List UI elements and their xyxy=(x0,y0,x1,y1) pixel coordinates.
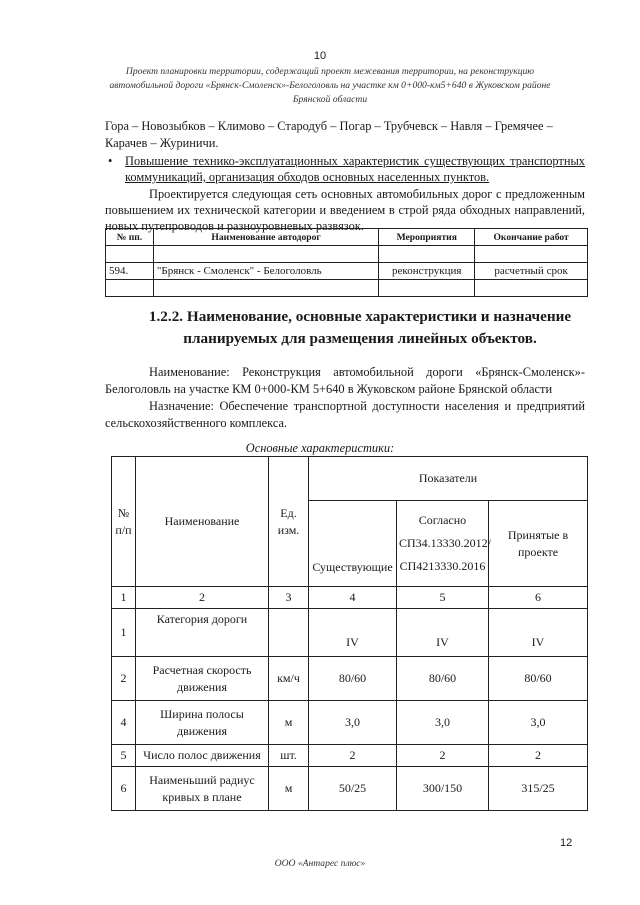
roads-header-measure: Мероприятия xyxy=(379,229,475,246)
index-cell: 1 xyxy=(112,587,136,609)
row-name: Наименьший радиус кривых в плане xyxy=(136,767,269,811)
table-row xyxy=(112,745,588,767)
row-name: Расчетная скорость движения xyxy=(136,657,269,701)
roads-cell-name: "Брянск - Смоленск" - Белоголовль xyxy=(153,263,378,280)
char-header-row-1 xyxy=(112,457,588,501)
roads-empty-row xyxy=(106,280,588,297)
char-header-norm-line-3: СП4213330.2016 xyxy=(399,559,486,573)
row-unit: км/ч xyxy=(269,657,309,701)
roads-header-deadline: Окончание работ xyxy=(475,229,588,246)
char-header-num: № п/п xyxy=(112,457,136,587)
route-line-2: Карачев – Журиничи. xyxy=(105,136,219,150)
section-title xyxy=(140,306,580,350)
row-norm: 3,0 xyxy=(397,701,489,745)
index-cell: 5 xyxy=(397,587,489,609)
roads-table xyxy=(105,228,588,297)
char-header-norm-line-1: Согласно xyxy=(418,513,467,527)
row-norm: 80/60 xyxy=(397,657,489,701)
index-cell: 4 xyxy=(309,587,397,609)
roads-header-name: Наименование автодорог xyxy=(153,229,378,246)
row-accepted: IV xyxy=(489,609,588,657)
bottom-page-number: 12 xyxy=(560,837,573,849)
row-name: Категория дороги xyxy=(136,609,269,657)
row-accepted: 2 xyxy=(489,745,588,767)
char-header-accepted: Принятые в проекте xyxy=(489,501,588,587)
row-norm: IV xyxy=(397,609,489,657)
row-accepted: 80/60 xyxy=(489,657,588,701)
row-existing: 50/25 xyxy=(309,767,397,811)
network-paragraph: Проектируется следующая сеть основных автомобильных дорог с предложенным повышением их технической категории и введением в строй ряда обходных направлений, новых путепроводов и разноуровневых развязок. xyxy=(105,187,585,233)
char-header-unit: Ед. изм. xyxy=(269,457,309,587)
route-line-1: Гора – Новозыбков – Климово – Стародуб – Погар – Трубчевск – Навля – Гремячее – xyxy=(105,119,553,133)
table-row xyxy=(112,767,588,811)
char-header-existing: Существующие xyxy=(309,501,397,587)
name-paragraph: Наименование: Реконструкция автомобильной дороги «Брянск-Смоленск»-Белоголовль на участке КМ 0+000-КМ 5+640 в Жуковском районе Брянской области xyxy=(105,365,585,396)
row-unit xyxy=(269,609,309,657)
bullet-symbol: • xyxy=(108,154,113,168)
index-cell: 2 xyxy=(136,587,269,609)
section-title-line-1: 1.2.2. Наименование, основные характеристики и назначение xyxy=(148,308,572,325)
row-accepted: 3,0 xyxy=(489,701,588,745)
roads-table-row xyxy=(106,263,588,280)
row-num: 4 xyxy=(112,701,136,745)
row-num: 2 xyxy=(112,657,136,701)
roads-cell-num: 594. xyxy=(106,263,154,280)
row-num: 1 xyxy=(112,609,136,657)
bullet-item xyxy=(105,153,585,185)
header-line-3: Брянской области xyxy=(292,94,368,105)
route-text xyxy=(105,118,585,152)
header-line-1: Проект планировки территории, содержащий проект межевания территории, на реконструкцию xyxy=(125,66,535,77)
header-line-2: автомобильной дороги «Брянск-Смоленск»-Белоголовль на участке км 0+000-км5+640 в Жуковском районе xyxy=(109,80,551,91)
row-num: 6 xyxy=(112,767,136,811)
roads-table-header xyxy=(106,229,588,246)
index-cell: 3 xyxy=(269,587,309,609)
running-header xyxy=(100,65,560,107)
section-title-line-2: планируемых для размещения линейных объектов. xyxy=(183,330,537,347)
table-caption: Основные характеристики: xyxy=(245,441,395,455)
row-existing: 2 xyxy=(309,745,397,767)
char-index-row xyxy=(112,587,588,609)
row-num: 5 xyxy=(112,745,136,767)
row-existing: 80/60 xyxy=(309,657,397,701)
characteristics-table xyxy=(111,456,588,811)
row-unit: м xyxy=(269,701,309,745)
row-unit: шт. xyxy=(269,745,309,767)
bullet-text: Повышение технико-эксплуатационных характеристик существующих транспортных коммуникаций, организация обходов основных населенных пунктов. xyxy=(125,154,585,184)
row-existing: 3,0 xyxy=(309,701,397,745)
char-header-norm-line-2: СП34.13330.2012/ xyxy=(399,536,492,550)
row-name: Ширина полосы движения xyxy=(136,701,269,745)
table-row xyxy=(112,701,588,745)
top-page-number: 10 xyxy=(313,50,327,62)
row-unit: м xyxy=(269,767,309,811)
char-header-norm xyxy=(397,501,492,587)
roads-cell-measure: реконструкция xyxy=(379,263,475,280)
char-header-indicators: Показатели xyxy=(309,457,588,501)
row-existing: IV xyxy=(309,609,397,657)
table-row xyxy=(112,609,588,657)
row-accepted: 315/25 xyxy=(489,767,588,811)
index-cell: 6 xyxy=(489,587,588,609)
row-norm: 300/150 xyxy=(397,767,489,811)
roads-header-num: № пп. xyxy=(106,229,154,246)
row-norm: 2 xyxy=(397,745,489,767)
purpose-paragraph: Назначение: Обеспечение транспортной доступности населения и предприятий сельскохозяйственного комплекса. xyxy=(105,399,585,430)
roads-cell-deadline: расчетный срок xyxy=(475,263,588,280)
row-name: Число полос движения xyxy=(136,745,269,767)
char-header-name: Наименование xyxy=(136,457,269,587)
roads-empty-row xyxy=(106,246,588,263)
footer-company: ООО «Антарес плюс» xyxy=(274,858,366,869)
table-row xyxy=(112,657,588,701)
